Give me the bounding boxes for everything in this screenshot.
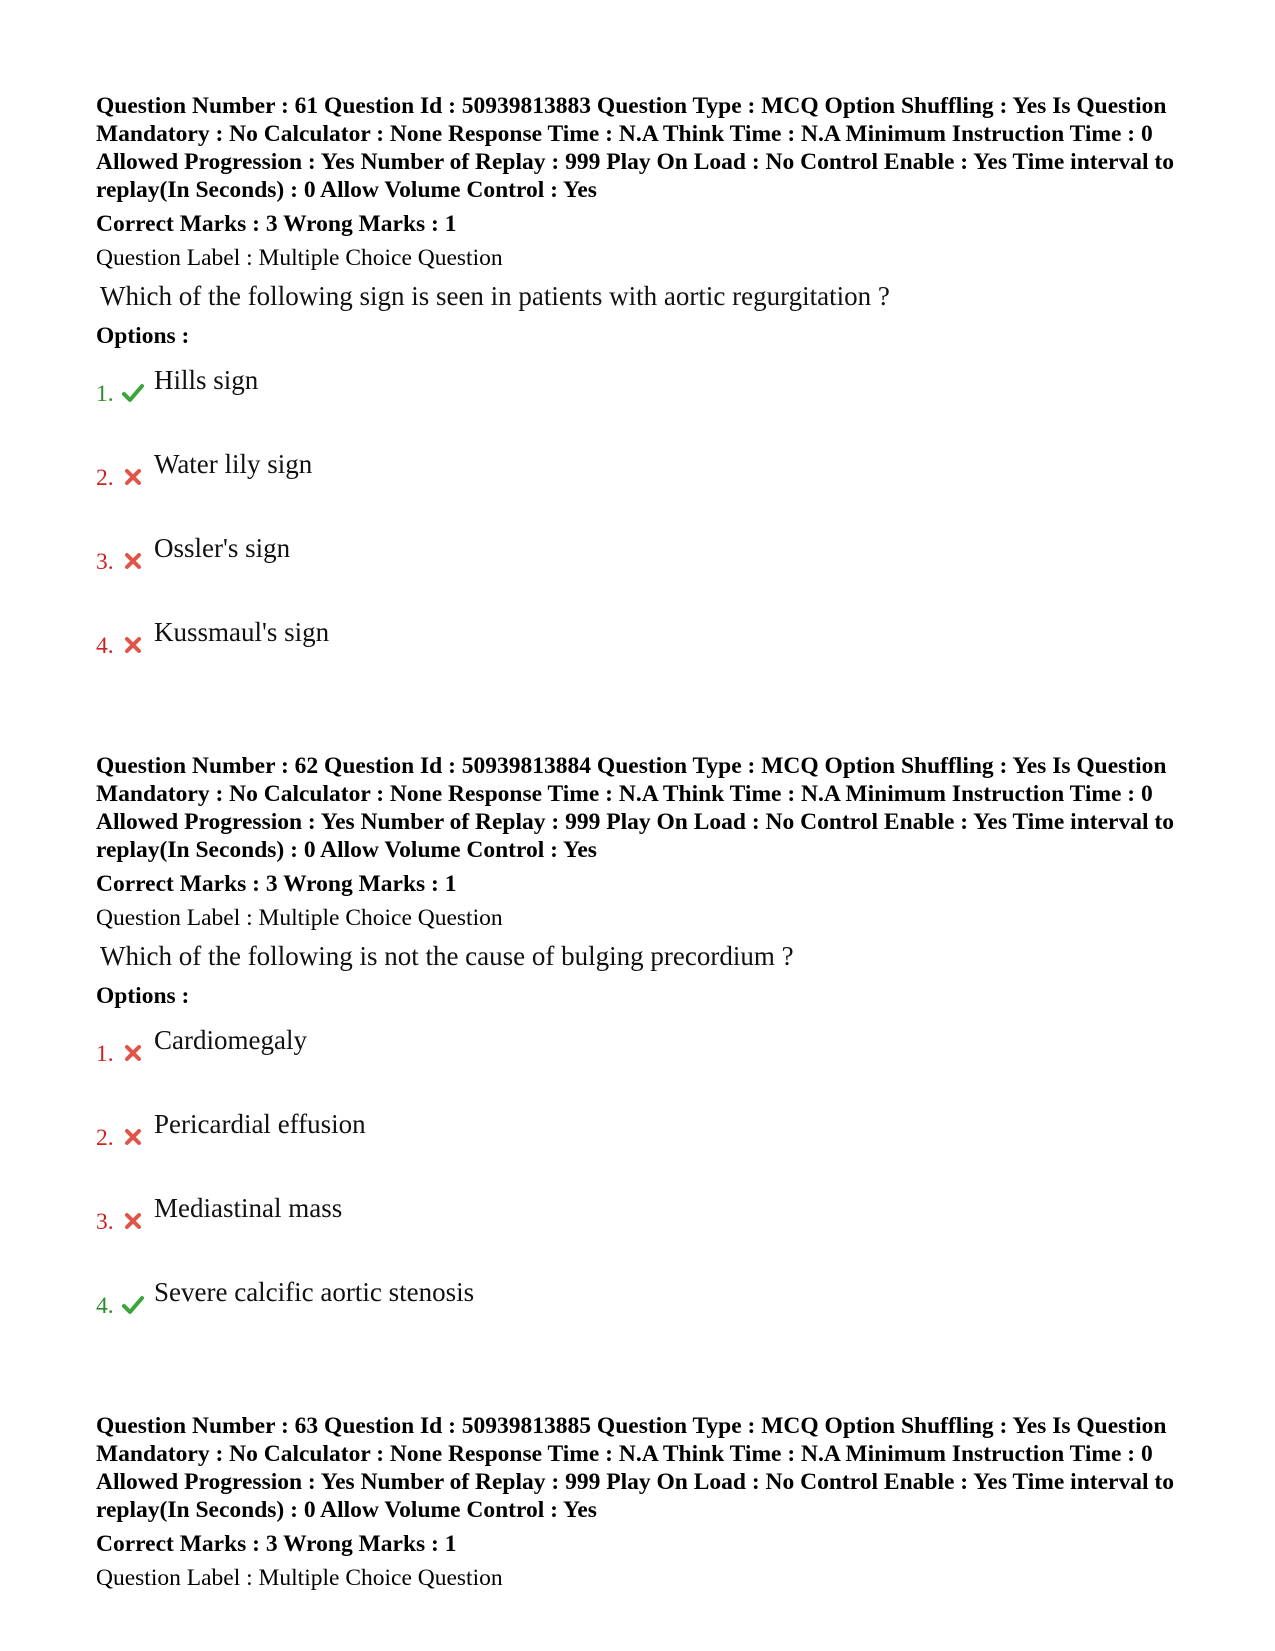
question-label: Question Label : Multiple Choice Question [96, 245, 503, 271]
option-text: Water lily sign [154, 449, 313, 479]
question-block-62 [96, 752, 1206, 1364]
question-marks: Correct Marks : 3 Wrong Marks : 1 [96, 211, 457, 237]
option-item [96, 533, 1206, 620]
option-number: 3. [96, 549, 114, 575]
option-text: Ossler's sign [154, 533, 291, 563]
option-number: 1. [96, 381, 114, 407]
option-item [96, 1025, 1206, 1112]
check-icon [122, 1294, 144, 1316]
option-text: Pericardial effusion [154, 1109, 366, 1139]
question-block-61 [96, 92, 1206, 704]
cross-icon [122, 1042, 144, 1064]
option-item [96, 1193, 1206, 1280]
option-number: 3. [96, 1209, 114, 1235]
cross-icon [122, 1126, 144, 1148]
question-marks: Correct Marks : 3 Wrong Marks : 1 [96, 1531, 457, 1557]
options-heading: Options : [96, 323, 190, 349]
cross-icon [122, 550, 144, 572]
option-item [96, 1277, 1206, 1364]
question-metadata: Question Number : 63 Question Id : 50939813885 Question Type : MCQ Option Shuffling : Yes Is Question Mandatory : No Calculator : None Response Time : N.A Think Time : N.A Minimum Instruction Time : 0 Allowed Progression : Yes Number of Replay : 999 Play On Load : No Control Enable : Yes Time interval to replay(In Seconds) : 0 Allow Volume Control : Yes [96, 1413, 1174, 1523]
option-item [96, 1109, 1206, 1196]
option-text: Cardiomegaly [154, 1025, 307, 1055]
question-metadata: Question Number : 62 Question Id : 50939813884 Question Type : MCQ Option Shuffling : Yes Is Question Mandatory : No Calculator : None Response Time : N.A Think Time : N.A Minimum Instruction Time : 0 Allowed Progression : Yes Number of Replay : 999 Play On Load : No Control Enable : Yes Time interval to replay(In Seconds) : 0 Allow Volume Control : Yes [96, 753, 1174, 863]
option-item [96, 449, 1206, 536]
question-metadata: Question Number : 61 Question Id : 50939813883 Question Type : MCQ Option Shuffling : Yes Is Question Mandatory : No Calculator : None Response Time : N.A Think Time : N.A Minimum Instruction Time : 0 Allowed Progression : Yes Number of Replay : 999 Play On Load : No Control Enable : Yes Time interval to replay(In Seconds) : 0 Allow Volume Control : Yes [96, 93, 1174, 203]
cross-icon [122, 1210, 144, 1232]
option-item [96, 617, 1206, 704]
question-label: Question Label : Multiple Choice Question [96, 905, 503, 931]
option-number: 4. [96, 633, 114, 659]
question-label: Question Label : Multiple Choice Question [96, 1565, 503, 1591]
option-number: 4. [96, 1293, 114, 1319]
option-text: Hills sign [154, 365, 259, 395]
question-text: Which of the following is not the cause of bulging precordium ? [100, 941, 794, 971]
option-text: Severe calcific aortic stenosis [154, 1277, 475, 1307]
option-item [96, 365, 1206, 452]
options-heading: Options : [96, 983, 190, 1009]
option-text: Kussmaul's sign [154, 617, 330, 647]
question-block-63 [96, 1412, 1206, 1592]
option-number: 2. [96, 465, 114, 491]
question-marks: Correct Marks : 3 Wrong Marks : 1 [96, 871, 457, 897]
cross-icon [122, 466, 144, 488]
option-number: 1. [96, 1041, 114, 1067]
check-icon [122, 382, 144, 404]
option-number: 2. [96, 1125, 114, 1151]
option-text: Mediastinal mass [154, 1193, 343, 1223]
question-text: Which of the following sign is seen in patients with aortic regurgitation ? [100, 281, 890, 311]
cross-icon [122, 634, 144, 656]
